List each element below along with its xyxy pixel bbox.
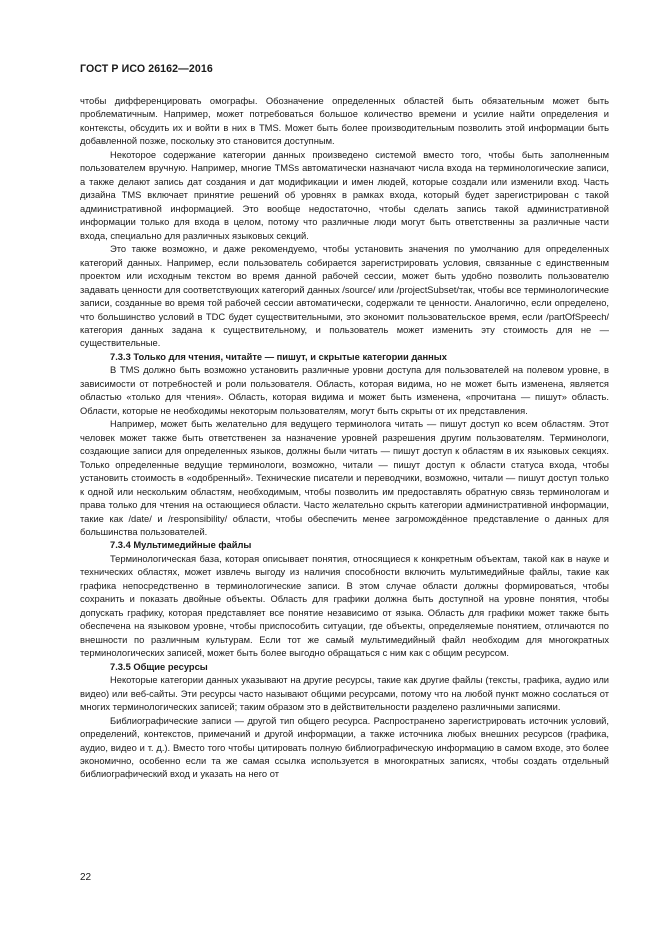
section-heading-7-3-5: 7.3.5 Общие ресурсы — [110, 661, 208, 672]
page-number: 22 — [80, 872, 92, 883]
paragraph-shared-resources: Некоторые категории данных указывают на другие ресурсы, такие как другие файлы (тексты, графика, аудио или видео) или веб-сайты. Эти ресурсы часто называют общими ресурсами, потому что на любой пункт можно сослаться от многих терминологических записей; таким образом это в действительности разделено различными записями. — [80, 675, 609, 713]
paragraph-system-generated: Некоторое содержание категории данных произведено системой вместо того, чтобы быть заполненным пользователем вручную. Например, многие TMSs автоматически назначают числа входа на терминологические записи, а также делают запись дат создания и дат модификации и имен людей, которые создали или изменили вход. Часть дизайна TMS включает принятие решений об уровнях в рамках входа, который будет зарегистрирован с такой административной информацией. Это вообще недостаточно, чтобы сделать запись такой административной информации только для входа в целом, потому что различные люди могут быть ответственны за различные части входа, специально для различных языковых секций. — [80, 149, 609, 241]
paragraph-default-values: Это также возможно, и даже рекомендуемо, чтобы установить значения по умолчанию для определенных категорий данных. Например, если пользователь собирается зарегистрировать условия, связанные с единственным проектом или исходным текстом во время данной рабочей сессии, может быть удобно позволить пользователю задавать ценности для соответствующих категорий данных /source/ или /projectSubset/так, чтобы все терминологические записи, созданные во время той рабочей сессии автоматически, содержали те ценности. Аналогично, если определено, что большинство условий в TDC будет существительными, это экономит пользовательское время, если /partOfSpeech/ категория данных задана к существительному, и пользователь может изменить эту стоимость для не — существительные. — [80, 244, 609, 349]
paragraph-multimedia: Терминологическая база, которая описывает понятия, относящиеся к конкретным объектам, такой как в науке и технических областях, может извлечь выгоду из наличия способности включить мультимедийные файлы, такие как графика непосредственно в терминологические записи. В этом случае области должны формироваться, чтобы сохранить и показать двойные объекты. Область для графики должна быть доступной на уровне понятия, чтобы допускать графику, которая представляет все понятие независимо от языка. Область для графики может также быть обеспечена на языковом уровне, чтобы приспособить ситуации, где объекты, определяемые понятием, отличаются по внешности по различным культурам. Если тот же самый мультимедийный файл необходим для многократных терминологических записей, может быть более выгодно обращаться с ним как с общим ресурсом. — [80, 553, 609, 659]
paragraph-bibliographic: Библиографические записи — другой тип общего ресурса. Распространено зарегистрировать источник условий, определений, контекстов, примечаний и другой информации, а также источника любых внешних ресурсов (графика, аудио, видео и т. д.). Вместо того чтобы цитировать полную библиографическую информацию в самом входе, это более экономично, особенно если та же самая ссылка используется в многократных записях, чтобы создать отдельный библиографический вход и указать на него от — [80, 715, 609, 780]
paragraph-access-example: Например, может быть желательно для ведущего терминолога читать — пишут доступ ко всем областям. Этот человек может также быть ответственен за назначение уровней разрешения другим пользователям. Терминологи, создающие записи для определенных языков, должны были читать — пишут доступ к областям в их языковых секциях. Только определенные ведущие терминологи, возможно, читали — пишут доступ к области статуса входа, чтобы установить стоимость в «одобренный». Технические писатели и переводчики, возможно, читали — пишут доступ только к одной или нескольким областям, необходимым, чтобы позволить им предоставлять обратную связь терминологам и права только для чтения на остающиеся области. Часто желательно скрыть категории административной информации, такие как /date/ и /responsibility/ области, чтобы обеспечить менее загромождённое представление о данных для большинства пользователей. — [80, 419, 609, 537]
document-header: ГОСТ Р ИСО 26162—2016 — [80, 63, 213, 75]
section-heading-7-3-4: 7.3.4 Мультимедийные файлы — [110, 540, 252, 551]
paragraph-access-levels: В TMS должно быть возможно установить различные уровни доступа для пользователей на полевом уровне, в зависимости от потребностей и роли пользователя. Область, которая видима, но не может быть изменена, является областью «только для чтения». Область, которая видима и может быть изменена, «прочитана — пишут» область. Области, которые не необходимы некоторым пользователям, могут быть скрыты от их представления. — [80, 365, 609, 416]
document-body — [80, 95, 609, 782]
paragraph-continuation: чтобы дифференцировать омографы. Обозначение определенных областей быть обязательным может быть проблематичным. Например, может потребоваться большое количество времени и усилие найти определения и контексты, обсудить их и войти в них в TMS. Может быть более производительным позволить этой информации быть добавленной позже, поскольку это становится доступным. — [80, 96, 609, 147]
section-heading-7-3-3: 7.3.3 Только для чтения, читайте — пишут, и скрытые категории данных — [110, 351, 447, 362]
